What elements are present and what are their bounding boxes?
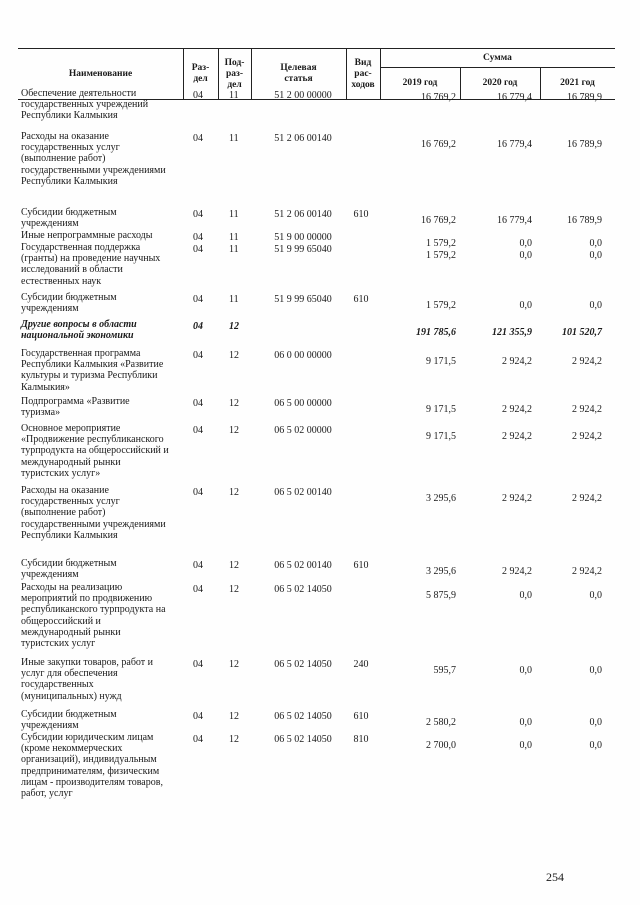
row-sum-2021: 2 924,2: [572, 404, 602, 415]
row-sum-2019: 2 580,2: [426, 717, 456, 728]
row-celevaya: 06 5 02 14050: [274, 584, 332, 595]
row-sum-2019: 3 295,6: [426, 566, 456, 577]
row-sum-2020: 2 924,2: [502, 356, 532, 367]
row-razdel: 04: [193, 584, 203, 595]
row-name: Иные непрограммные расходы: [21, 230, 153, 241]
row-name: Субсидии бюджетным учреждениям: [21, 558, 117, 581]
row-sum-2019: 1 579,2: [426, 238, 456, 249]
row-name: Государственная программа Республики Калмыкия «Развитие культуры и туризма Республики Калмыкия»: [21, 348, 164, 393]
row-vid: 610: [353, 560, 369, 571]
row-razdel: 04: [193, 560, 203, 571]
row-sum-2019: 1 579,2: [426, 250, 456, 261]
header-podrazdel: Под- раз- дел: [224, 57, 245, 90]
row-vid: 810: [353, 734, 369, 745]
row-podrazdel: 12: [229, 350, 239, 361]
row-podrazdel: 12: [229, 659, 239, 670]
row-sum-2021: 2 924,2: [572, 566, 602, 577]
row-sum-2020: 2 924,2: [502, 566, 532, 577]
header-summa: Сумма: [380, 49, 615, 68]
row-name: Расходы на оказание государственных услуг (выполнение работ) государственными учреждениями Республики Калмыкия: [21, 131, 166, 187]
row-razdel: 04: [193, 425, 203, 436]
row-celevaya: 51 9 00 00000: [274, 232, 332, 243]
row-name: Субсидии бюджетным учреждениям: [21, 292, 117, 315]
row-podrazdel: 11: [229, 244, 239, 255]
row-sum-2020: 16 779,4: [497, 139, 532, 150]
row-sum-2020: 0,0: [519, 250, 532, 261]
row-sum-2021: 0,0: [589, 300, 602, 311]
row-name: Обеспечение деятельности государственных учреждений Республики Калмыкия: [21, 88, 149, 122]
row-name: Иные закупки товаров, работ и услуг для обеспечения государственных (муниципальных) нужд: [21, 657, 154, 702]
row-sum-2019: 16 769,2: [421, 92, 456, 103]
row-razdel: 04: [193, 232, 203, 243]
row-razdel: 04: [193, 244, 203, 255]
row-celevaya: 06 5 00 00000: [274, 398, 332, 409]
row-celevaya: 51 2 06 00140: [274, 209, 332, 220]
row-podrazdel: 12: [229, 321, 239, 332]
row-razdel: 04: [193, 294, 203, 305]
row-razdel: 04: [193, 711, 203, 722]
row-celevaya: 51 9 99 65040: [274, 294, 332, 305]
row-vid: 610: [353, 209, 369, 220]
row-celevaya: 06 5 02 14050: [274, 659, 332, 670]
header-name: Наименование: [68, 68, 133, 79]
row-razdel: 04: [193, 133, 203, 144]
row-sum-2021: 16 789,9: [567, 92, 602, 103]
row-sum-2021: 101 520,7: [562, 327, 602, 338]
row-sum-2019: 16 769,2: [421, 215, 456, 226]
header-vid: Вид рас- ходов: [351, 57, 375, 90]
row-name: Расходы на оказание государственных услуг (выполнение работ) государственными учреждениями Республики Калмыкия: [21, 485, 166, 541]
row-name: Основное мероприятие «Продвижение республиканского турпродукта на общероссийский и международный рынки туристских услуг»: [21, 423, 169, 479]
row-sum-2021: 2 924,2: [572, 356, 602, 367]
row-sum-2020: 0,0: [519, 717, 532, 728]
row-sum-2020: 0,0: [519, 238, 532, 249]
row-celevaya: 51 2 00 00000: [274, 90, 332, 101]
row-podrazdel: 12: [229, 398, 239, 409]
row-sum-2020: 0,0: [519, 590, 532, 601]
row-sum-2020: 0,0: [519, 300, 532, 311]
header-razdel: Раз- дел: [191, 63, 210, 84]
row-celevaya: 06 5 02 00000: [274, 425, 332, 436]
row-sum-2021: 16 789,9: [567, 215, 602, 226]
row-razdel: 04: [193, 350, 203, 361]
row-podrazdel: 12: [229, 584, 239, 595]
row-razdel: 04: [193, 321, 203, 332]
row-sum-2019: 9 171,5: [426, 356, 456, 367]
row-name: Другие вопросы в области национальной экономики: [21, 319, 137, 342]
row-razdel: 04: [193, 90, 203, 101]
row-sum-2020: 2 924,2: [502, 404, 532, 415]
row-razdel: 04: [193, 734, 203, 745]
header-2021: 2021 год: [560, 78, 595, 88]
row-sum-2019: 3 295,6: [426, 493, 456, 504]
row-sum-2019: 2 700,0: [426, 740, 456, 751]
row-celevaya: 06 5 02 14050: [274, 711, 332, 722]
row-sum-2019: 191 785,6: [416, 327, 456, 338]
row-podrazdel: 12: [229, 425, 239, 436]
row-sum-2021: 0,0: [589, 238, 602, 249]
row-sum-2021: 0,0: [589, 717, 602, 728]
row-name: Субсидии юридическим лицам (кроме некоммерческих организаций), индивидуальным предпринимателям, физическим лицам - производителям товаров, работ, услуг: [21, 732, 163, 800]
row-sum-2020: 2 924,2: [502, 431, 532, 442]
row-podrazdel: 12: [229, 560, 239, 571]
row-celevaya: 51 2 06 00140: [274, 133, 332, 144]
row-sum-2019: 16 769,2: [421, 139, 456, 150]
row-podrazdel: 12: [229, 711, 239, 722]
row-podrazdel: 12: [229, 487, 239, 498]
row-sum-2020: 121 355,9: [492, 327, 532, 338]
row-name: Расходы на реализацию мероприятий по продвижению республиканского турпродукта на общероссийский и международный рынки туристских услуг: [21, 582, 166, 650]
row-vid: 610: [353, 711, 369, 722]
row-sum-2020: 0,0: [519, 665, 532, 676]
row-sum-2019: 9 171,5: [426, 404, 456, 415]
row-vid: 240: [353, 659, 369, 670]
row-podrazdel: 11: [229, 133, 239, 144]
header-celevaya: Целевая статья: [280, 63, 317, 84]
row-celevaya: 06 5 02 00140: [274, 487, 332, 498]
row-razdel: 04: [193, 487, 203, 498]
row-sum-2021: 2 924,2: [572, 431, 602, 442]
row-celevaya: 06 5 02 14050: [274, 734, 332, 745]
row-celevaya: 51 9 99 65040: [274, 244, 332, 255]
row-name: Подпрограмма «Развитие туризма»: [21, 396, 130, 419]
row-sum-2020: 0,0: [519, 740, 532, 751]
row-podrazdel: 12: [229, 734, 239, 745]
row-sum-2020: 16 779,4: [497, 215, 532, 226]
row-podrazdel: 11: [229, 294, 239, 305]
row-celevaya: 06 5 02 00140: [274, 560, 332, 571]
row-sum-2021: 0,0: [589, 665, 602, 676]
row-sum-2019: 9 171,5: [426, 431, 456, 442]
row-razdel: 04: [193, 659, 203, 670]
row-razdel: 04: [193, 209, 203, 220]
header-2020: 2020 год: [482, 78, 518, 88]
row-sum-2021: 16 789,9: [567, 139, 602, 150]
row-name: Субсидии бюджетным учреждениям: [21, 709, 117, 732]
row-sum-2021: 0,0: [589, 590, 602, 601]
row-sum-2021: 0,0: [589, 740, 602, 751]
row-podrazdel: 11: [229, 90, 239, 101]
row-sum-2019: 595,7: [433, 665, 456, 676]
header-2019: 2019 год: [402, 78, 438, 88]
row-razdel: 04: [193, 398, 203, 409]
row-podrazdel: 11: [229, 232, 239, 243]
page-number: 254: [546, 870, 564, 884]
row-name: Субсидии бюджетным учреждениям: [21, 207, 117, 230]
row-celevaya: 06 0 00 00000: [274, 350, 332, 361]
row-sum-2019: 5 875,9: [426, 590, 456, 601]
row-sum-2020: 2 924,2: [502, 493, 532, 504]
row-vid: 610: [353, 294, 369, 305]
row-sum-2019: 1 579,2: [426, 300, 456, 311]
row-sum-2021: 0,0: [589, 250, 602, 261]
row-sum-2020: 16 779,4: [497, 92, 532, 103]
row-sum-2021: 2 924,2: [572, 493, 602, 504]
row-podrazdel: 11: [229, 209, 239, 220]
row-name: Государственная поддержка (гранты) на проведение научных исследований в области естественных наук: [21, 242, 161, 287]
